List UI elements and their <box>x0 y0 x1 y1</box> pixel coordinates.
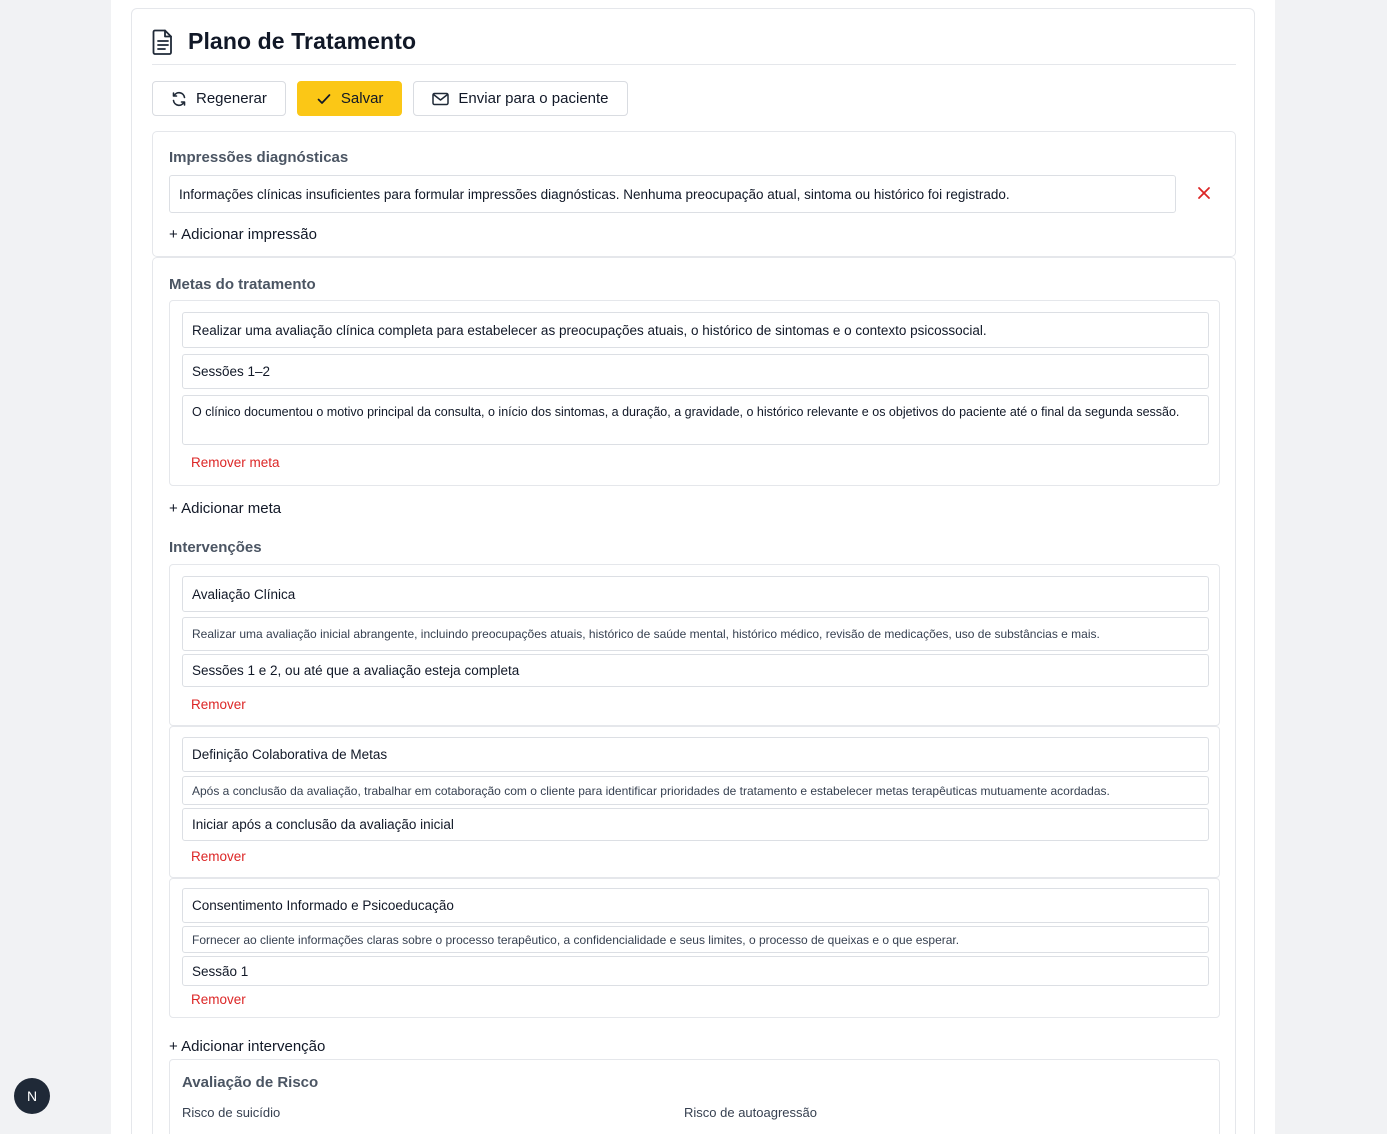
intervention-description-field[interactable] <box>182 776 1209 805</box>
remove-goal-link[interactable]: Remover meta <box>191 455 280 470</box>
intervention-name: Definição Colaborativa de Metas <box>192 747 388 762</box>
goal-card <box>169 300 1220 486</box>
impression-field[interactable] <box>169 175 1176 213</box>
risk-title: Avaliação de Risco <box>182 1074 319 1091</box>
impression-text: Informações clínicas insuficientes para formular impressões diagnósticas. Nenhuma preocupação atual, sintoma ou histórico foi registrado. <box>179 186 1010 202</box>
check-icon <box>316 91 332 107</box>
goal-criteria-text: O clínico documentou o motivo principal da consulta, o início dos sintomas, a duração, a gravidade, o histórico relevante e os objetivos do paciente até o final da segunda sessão. <box>192 405 1180 419</box>
save-label: Salvar <box>340 90 384 107</box>
intervention-name-field[interactable] <box>182 737 1209 772</box>
intervention-name-field[interactable] <box>182 576 1209 612</box>
page-title: Plano de Tratamento <box>188 28 417 54</box>
self-harm-risk-label: Risco de autoagressão <box>684 1105 817 1120</box>
add-intervention-link[interactable]: + Adicionar intervenção <box>169 1038 326 1055</box>
page-container <box>111 0 1275 1134</box>
impressions-title: Impressões diagnósticas <box>169 149 349 166</box>
intervention-timing: Sessões 1 e 2, ou até que a avaliação esteja completa <box>192 663 520 678</box>
remove-intervention-link[interactable]: Remover <box>191 992 246 1007</box>
add-goal-link[interactable]: + Adicionar meta <box>169 500 282 517</box>
mail-icon <box>432 92 449 106</box>
goals-title: Metas do tratamento <box>169 276 316 293</box>
add-impression-link[interactable]: + Adicionar impressão <box>169 226 317 243</box>
intervention-name-field[interactable] <box>182 888 1209 923</box>
suicide-risk-label: Risco de suicídio <box>182 1105 281 1120</box>
intervention-timing-field[interactable] <box>182 808 1209 841</box>
intervention-timing-field[interactable] <box>182 956 1209 986</box>
risk-assessment-card <box>169 1059 1220 1134</box>
intervention-name: Avaliação Clínica <box>192 586 296 602</box>
send-to-patient-button[interactable] <box>413 81 627 116</box>
intervention-card <box>169 564 1220 726</box>
save-button[interactable] <box>297 81 403 116</box>
regenerate-button[interactable] <box>152 81 286 116</box>
remove-intervention-link[interactable]: Remover <box>191 697 246 712</box>
send-label: Enviar para o paciente <box>458 90 609 107</box>
intervention-description: Fornecer ao cliente informações claras sobre o processo terapêutico, a confidencialidade e seus limites, o processo de queixas e o que esperar. <box>192 932 960 947</box>
intervention-timing: Iniciar após a conclusão da avaliação inicial <box>192 817 454 832</box>
impressions-section <box>152 131 1236 257</box>
refresh-icon <box>171 91 187 107</box>
toolbar <box>152 81 628 116</box>
intervention-card <box>169 726 1220 878</box>
card-header <box>152 27 1236 65</box>
intervention-description-field[interactable] <box>182 617 1209 651</box>
user-avatar[interactable]: N <box>14 1078 50 1114</box>
intervention-timing-field[interactable] <box>182 654 1209 687</box>
intervention-description-field[interactable] <box>182 926 1209 953</box>
close-icon[interactable] <box>1197 186 1211 200</box>
intervention-timing: Sessão 1 <box>192 963 249 979</box>
document-icon <box>152 29 174 55</box>
interventions-title: Intervenções <box>169 539 262 556</box>
goal-timeframe-field[interactable] <box>182 354 1209 389</box>
intervention-description: Realizar uma avaliação inicial abrangente, incluindo preocupações atuais, histórico de saúde mental, histórico médico, revisão de medicações, uso de substâncias e mais. <box>192 627 1100 641</box>
treatment-plan-card <box>131 8 1255 1134</box>
goal-text: Realizar uma avaliação clínica completa para estabelecer as preocupações atuais, o histórico de sintomas e o contexto psicossocial. <box>192 322 987 338</box>
intervention-card <box>169 878 1220 1018</box>
goal-timeframe-text: Sessões 1–2 <box>192 364 271 379</box>
regenerate-label: Regenerar <box>196 90 267 107</box>
remove-intervention-link[interactable]: Remover <box>191 849 246 864</box>
goals-section <box>152 257 1236 1134</box>
goal-field[interactable] <box>182 312 1209 348</box>
intervention-name: Consentimento Informado e Psicoeducação <box>192 898 454 913</box>
intervention-description: Após a conclusão da avaliação, trabalhar em cotaboração com o cliente para identificar prioridades de tratamento e estabelecer metas terapêuticas mutuamente acordadas. <box>192 783 1110 798</box>
goal-criteria-field[interactable] <box>182 395 1209 445</box>
